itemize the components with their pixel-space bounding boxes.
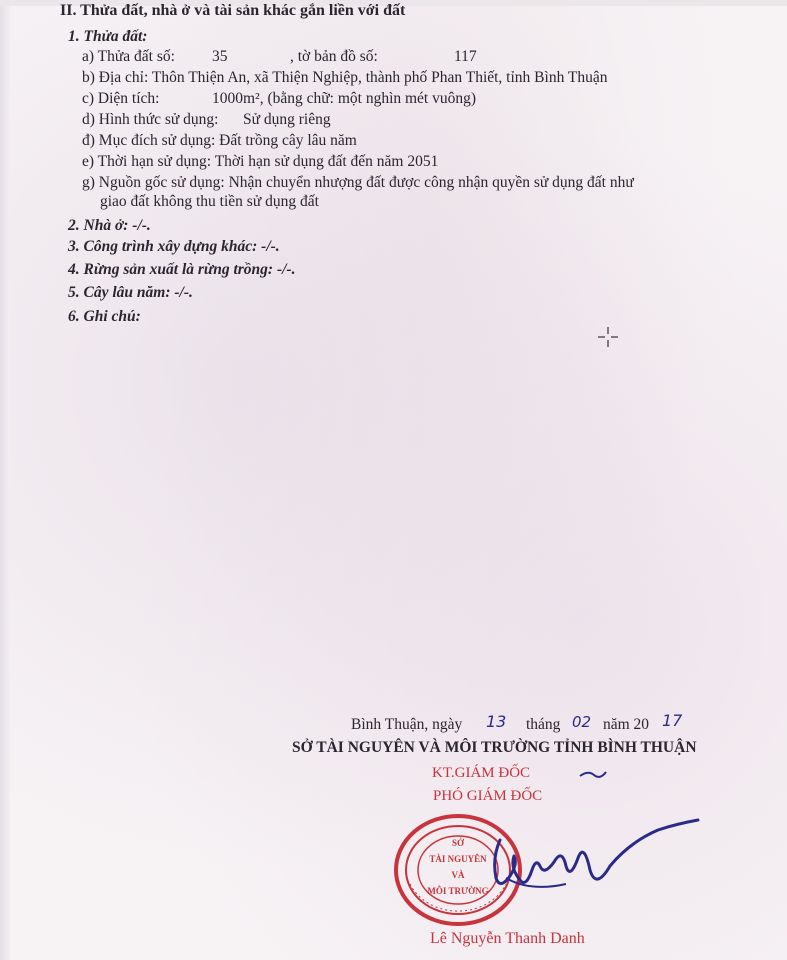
- perennial-line: 5. Cây lâu năm: -/-.: [68, 284, 193, 301]
- handwritten-signature: [470, 818, 702, 898]
- notes-line: 6. Ghi chú:: [68, 308, 141, 325]
- issuing-agency: SỞ TÀI NGUYÊN VÀ MÔI TRƯỜNG TỈNH BÌNH THUẬN: [292, 739, 697, 756]
- parcel-number-label: a) Thửa đất số:: [82, 48, 175, 65]
- usage-form-label: d) Hình thức sử dụng:: [82, 111, 219, 128]
- on-behalf-label: KT.GIÁM ĐỐC: [432, 765, 531, 781]
- signing-month: 02: [572, 713, 592, 731]
- land-heading: 1. Thửa đất:: [68, 28, 148, 45]
- signing-month-label: tháng: [526, 716, 561, 733]
- signer-name: Lê Nguyễn Thanh Danh: [430, 930, 585, 947]
- map-sheet-label: , tờ bản đồ số:: [290, 48, 378, 65]
- forest-line: 4. Rừng sản xuất là rừng trồng: -/-.: [68, 261, 296, 278]
- seal-line-2: TÀI NGUYÊN: [429, 854, 487, 864]
- seal-line-4: MÔI TRƯỜNG: [427, 886, 489, 896]
- crosshair-icon: [597, 326, 619, 348]
- house-line: 2. Nhà ở: -/-.: [68, 217, 151, 234]
- seal-line-1: SỞ: [451, 838, 465, 848]
- signing-day: 13: [486, 712, 507, 731]
- deputy-director-title: PHÓ GIÁM ĐỐC: [433, 788, 543, 804]
- signing-place: Bình Thuận, ngày: [351, 716, 463, 733]
- signing-year-suffix: 17: [662, 711, 683, 730]
- parcel-number-value: 35: [212, 48, 228, 65]
- signing-year-label: năm 20: [603, 716, 650, 733]
- usage-term-line: e) Thời hạn sử dụng: Thời hạn sử dụng đất đến năm 2051: [82, 153, 439, 170]
- usage-form-value: Sử dụng riêng: [243, 111, 331, 128]
- origin-line-1: g) Nguồn gốc sử dụng: Nhận chuyển nhượng đất được công nhận quyền sử dụng đất như: [82, 174, 634, 191]
- section-title: II. Thửa đất, nhà ở và tài sản khác gắn liền với đất: [60, 2, 406, 19]
- usage-purpose-line: đ) Mục đích sử dụng: Đất trồng cây lâu năm: [82, 132, 357, 149]
- map-sheet-value: 117: [454, 48, 477, 65]
- page-left-edge: [0, 0, 10, 960]
- origin-line-2: giao đất không thu tiền sử dụng đất: [100, 193, 319, 210]
- other-works-line: 3. Công trình xây dựng khác: -/-.: [68, 238, 280, 255]
- address-line: b) Địa chỉ: Thôn Thiện An, xã Thiện Nghiệp, thành phố Phan Thiết, tỉnh Bình Thuận: [82, 69, 608, 86]
- seal-line-3: VÀ: [451, 870, 465, 880]
- area-value: 1000m², (bằng chữ: một nghìn mét vuông): [212, 90, 477, 107]
- on-behalf-flourish: [578, 768, 608, 780]
- area-label: c) Diện tích:: [82, 90, 160, 107]
